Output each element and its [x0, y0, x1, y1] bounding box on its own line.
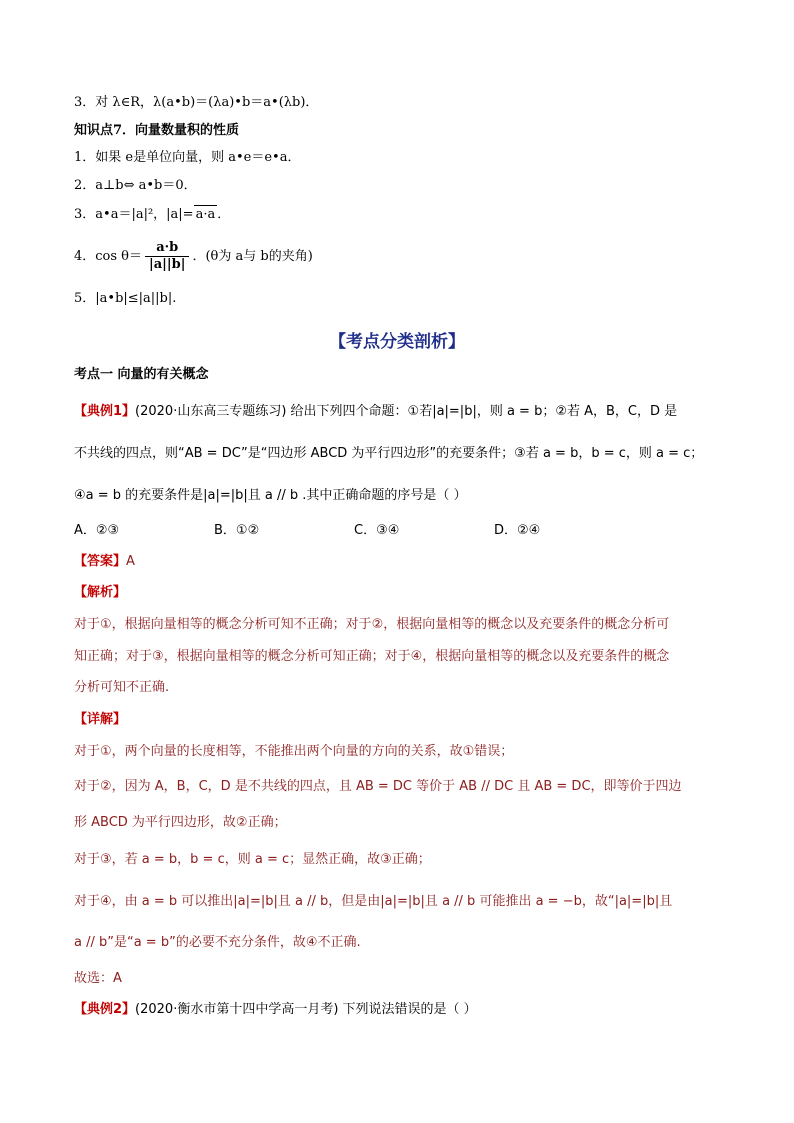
analysis-label-text: 【解析】: [74, 585, 127, 600]
detail-line-6: a // b”是“a = b”的必要不充分条件，故④不正确.: [74, 935, 361, 950]
choose-line: [74, 970, 122, 988]
property-3: 3．对 λ∈R，λ(a•b)＝(λa)•b＝a•(λb)．: [74, 95, 319, 110]
example-2-label: 【典例2】: [74, 1002, 136, 1017]
property-7-4-post: ．(θ为 a与 b的夹角): [192, 249, 313, 264]
property-7-4-pre: 4．cos θ＝: [74, 249, 143, 264]
detail-line-2: 对于②，因为 A，B，C，D 是不共线的四点，且 AB = DC 等价于 AB // DC 且 AB = DC，即等价于四边: [74, 779, 682, 794]
sqrt-expression: a·a: [195, 207, 216, 222]
fraction-numerator: a·b: [145, 240, 189, 257]
example-1-options: [74, 522, 634, 540]
option-d: D．②④: [494, 523, 541, 538]
topic-1-title: 考点一 向量的有关概念: [74, 367, 209, 382]
answer-value: A: [126, 554, 135, 569]
detail-label: [74, 711, 126, 729]
option-b: B．①②: [214, 523, 260, 538]
property-7-4: [74, 240, 313, 273]
analysis-line-3: 分析可知不正确.: [74, 680, 170, 695]
analysis-line-2: 知正确；对于③，根据向量相等的概念分析可知正确；对于④，根据向量相等的概念以及充要条件的概念: [74, 649, 670, 664]
detail-label-text: 【详解】: [74, 712, 127, 727]
detail-line-4: 对于③，若 a = b，b = c，则 a = c；显然正确，故③正确；: [74, 852, 431, 867]
cos-fraction: [145, 240, 189, 273]
answer-line: [74, 553, 135, 571]
property-7-2: 2．a⊥b⇔ a•b＝0．: [74, 178, 197, 193]
analysis-label: [74, 584, 126, 602]
example-1-question-text: (2020·山东高三专题练习) 给出下列四个命题：①若|a|=|b|，则 a = b；②若 A，B，C，D 是: [135, 404, 678, 419]
example-1-question-line-3: ④a = b 的充要条件是|a|=|b|且 a // b .其中正确命题的序号是（ ）: [74, 488, 467, 503]
option-a: A．②③: [74, 523, 120, 538]
choose-value: A: [113, 971, 122, 986]
example-1-label: 【典例1】: [74, 404, 136, 419]
example-1-question-line-2: 不共线的四点，则“AB = DC”是“四边形 ABCD 为平行四边形”的充要条件；③若 a = b，b = c，则 a = c；: [74, 446, 704, 461]
knowledge-point-7-title: 知识点7．向量数量积的性质: [74, 123, 240, 138]
property-7-1: 1．如果 e是单位向量，则 a•e＝e•a．: [74, 150, 301, 165]
property-7-5: 5．|a•b|≤|a||b|.: [74, 291, 177, 306]
example-2-question-text: (2020·衡水市第十四中学高一月考) 下列说法错误的是（ ）: [135, 1002, 477, 1017]
fraction-denominator: |a||b|: [149, 257, 186, 272]
detail-line-5: 对于④，由 a = b 可以推出|a|=|b|且 a // b，但是由|a|=|b|且 a // b 可能推出 a = −b，故“|a|=|b|且: [74, 894, 673, 909]
option-c: C．③④: [354, 523, 400, 538]
detail-line-3: 形 ABCD 为平行四边形，故②正确；: [74, 815, 287, 830]
property-7-3: 3．a•a＝|a|²，|a|= a·a ．: [74, 207, 231, 222]
example-1-question-line-1: [74, 403, 677, 421]
example-2-question: [74, 1001, 477, 1019]
property-7-3-text: 3．a•a＝|a|²，|a|=: [74, 207, 194, 222]
section-heading: 【考点分类剖析】: [329, 332, 465, 352]
analysis-line-1: 对于①，根据向量相等的概念分析可知不正确；对于②，根据向量相等的概念以及充要条件的概念分析可: [74, 617, 670, 632]
detail-line-1: 对于①，两个向量的长度相等，不能推出两个向量的方向的关系，故①错误；: [74, 744, 514, 759]
choose-label: 故选：: [74, 971, 114, 986]
answer-label: 【答案】: [74, 554, 127, 569]
